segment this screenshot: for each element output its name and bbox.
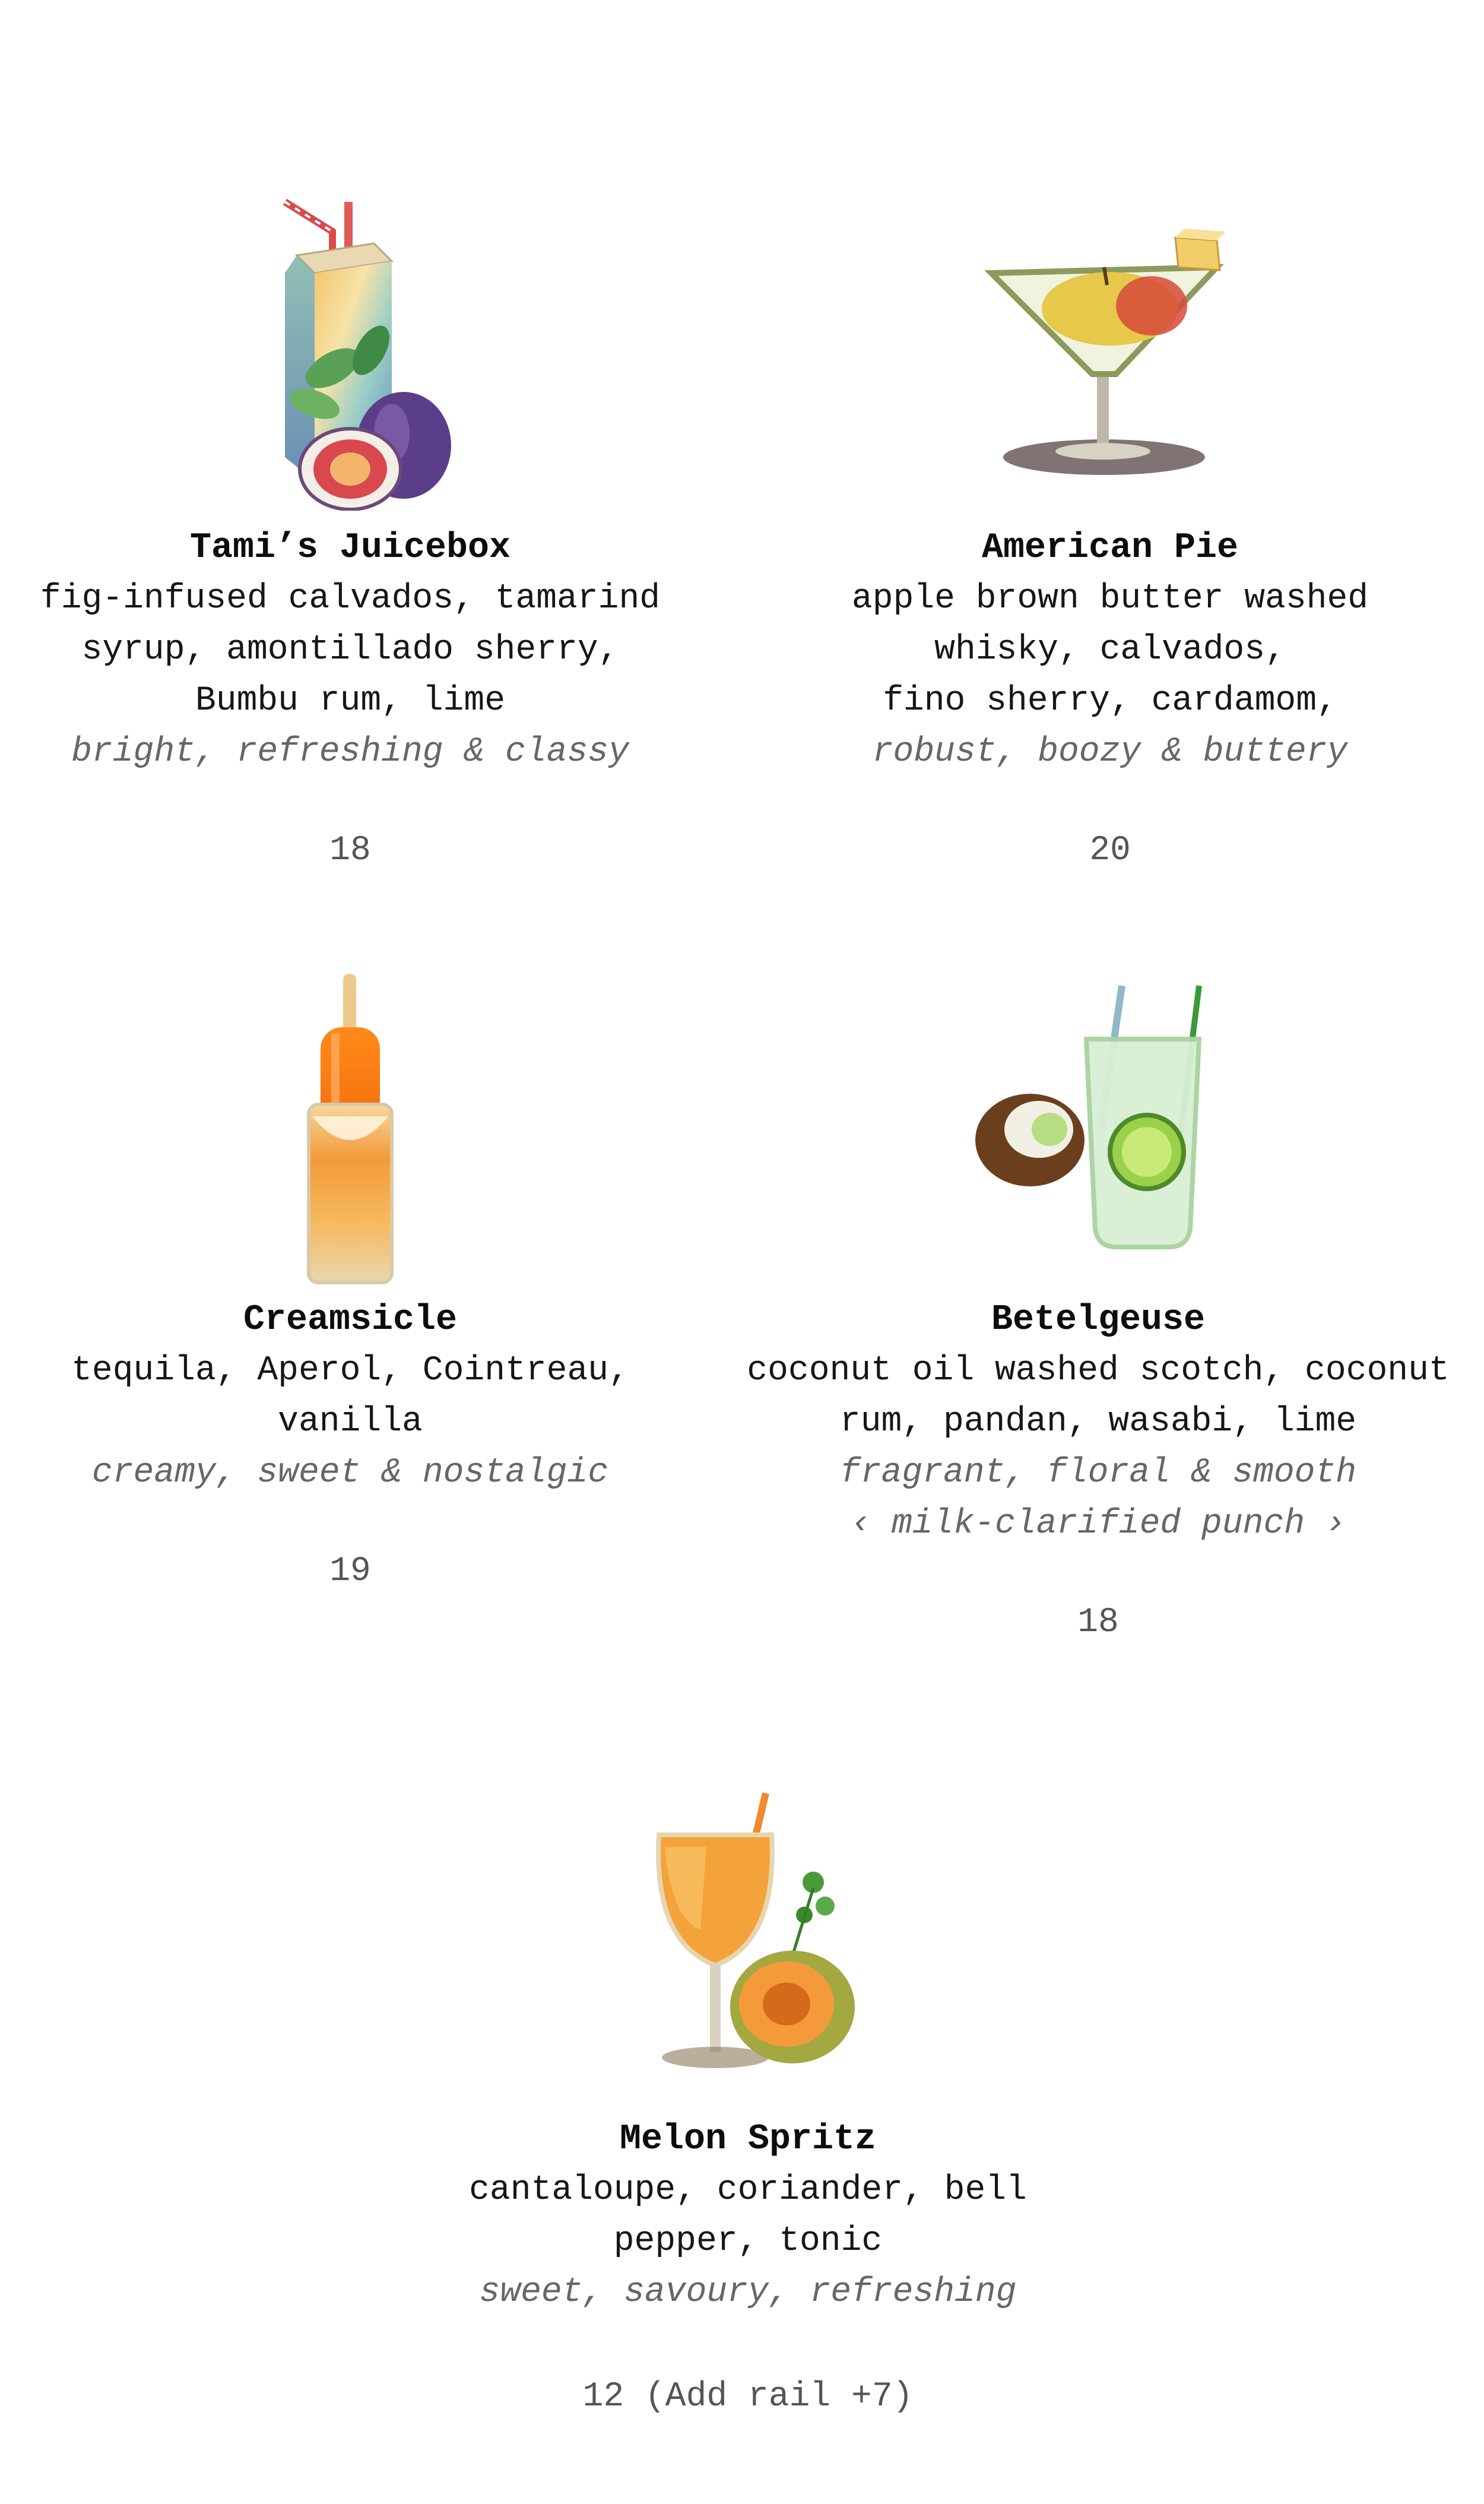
item-tasting-notes [404,2267,1092,2318]
juice-box-fig-icon [36,190,665,523]
notes-line: fragrant, floral & smooth [839,1454,1357,1492]
item-tasting-notes [789,727,1431,778]
menu-item-american-pie [789,190,1431,876]
ingredients-line: coconut oil washed scotch, coconut [747,1351,1450,1390]
ingredients-line: fig-infused calvados, tamarind [40,580,661,618]
notes-line: sweet, savoury, refreshing [479,2273,1017,2312]
item-name: Creamsicle [243,1300,458,1340]
ingredients-line: fino sherry, cardamom, [883,682,1337,720]
item-ingredients [404,2165,1092,2267]
ingredients-line: apple brown butter washed [851,580,1369,618]
item-price: 18 [329,831,371,870]
notes-line: bright, refreshing & classy [71,733,629,771]
ingredients-line: rum, pandan, wasabi, lime [839,1403,1357,1441]
item-name: Tami’s Juicebox [189,528,511,568]
coconut-lime-highball-icon [736,974,1460,1294]
item-price: 18 [1077,1603,1119,1642]
item-price: 12 (Add rail +7) [582,2378,914,2416]
ingredients-line: pepper, tonic [613,2222,883,2261]
menu-item-betelgeuse [736,974,1460,1648]
menu-item-tamis-juicebox [36,190,665,876]
martini-apple-icon [789,190,1431,523]
notes-line: robust, boozy & buttery [872,733,1348,771]
item-price: 19 [329,1552,371,1591]
menu-item-creamsicle [36,974,665,1597]
item-tasting-notes [36,1448,665,1499]
item-tasting-notes [36,727,665,778]
item-tasting-notes [736,1448,1460,1550]
item-ingredients [36,1346,665,1448]
ingredients-line: tequila, Aperol, Cointreau, [71,1351,629,1390]
item-ingredients [36,574,665,727]
ingredients-line: cantaloupe, coriander, bell [469,2171,1027,2209]
ingredients-line: vanilla [278,1403,423,1441]
item-ingredients [789,574,1431,727]
item-name: Betelgeuse [991,1300,1206,1340]
popsicle-glass-icon [36,974,665,1294]
ingredients-line: syrup, amontillado sherry, [81,631,619,669]
ingredients-line: whisky, calvados, [934,631,1286,669]
item-name: Melon Spritz [619,2119,877,2160]
menu-item-melon-spritz [404,1787,1092,2423]
notes-line: ‹ milk-clarified punch › [850,1505,1346,1543]
ingredients-line: Bumbu rum, lime [195,682,506,720]
item-price: 20 [1089,831,1131,870]
spritz-cantaloupe-icon [404,1787,1092,2114]
item-name: American Pie [981,528,1239,568]
notes-line: creamy, sweet & nostalgic [91,1454,609,1492]
item-ingredients [736,1346,1460,1448]
